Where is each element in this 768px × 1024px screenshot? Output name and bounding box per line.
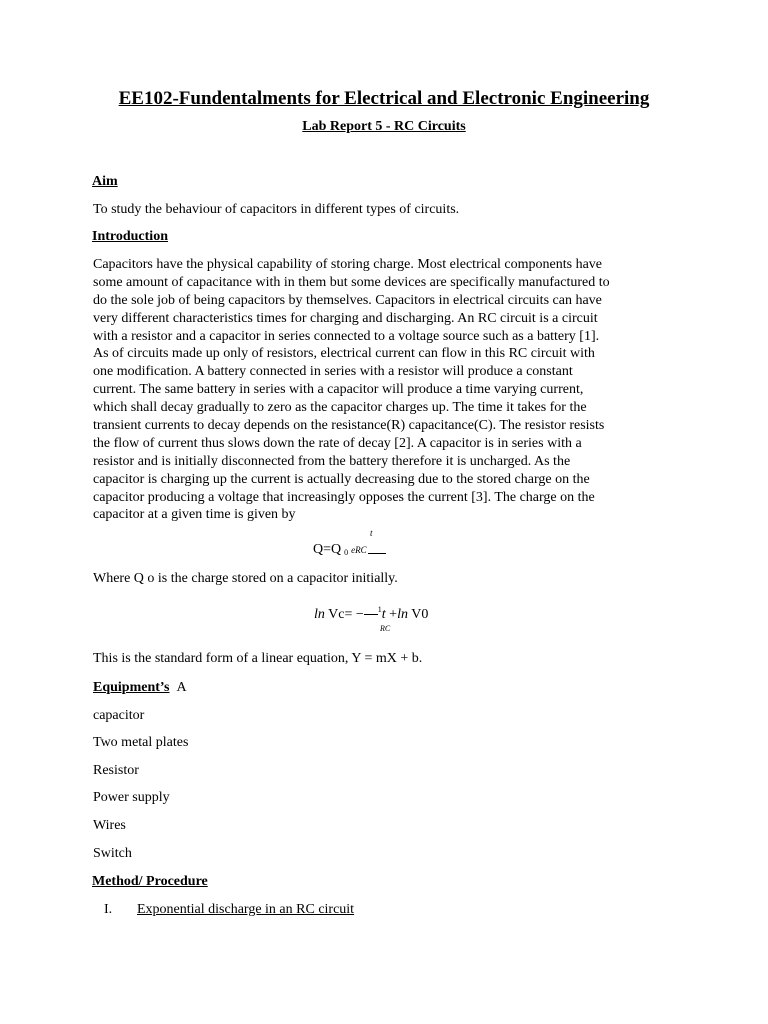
equation-charge [313, 542, 386, 558]
equation-2-t: t [381, 607, 386, 622]
document-subtitle: Lab Report 5 - RC Circuits [302, 119, 466, 134]
equation-2-fraction-line [364, 614, 378, 615]
equipment-item: Wires [93, 818, 126, 833]
paragraph-line: capacitor at a given time is given by [93, 507, 296, 523]
paragraph-line: very different characteristics times for charging and discharging. An RC circuit is a circuit [93, 310, 598, 326]
equipment-heading: Equipment’s [93, 680, 170, 695]
paragraph-line: Capacitors have the physical capability of storing charge. Most electrical components have [93, 257, 603, 272]
after-equation-1-text: Where Q o is the charge stored on a capacitor initially. [93, 571, 398, 586]
equipment-item: Resistor [93, 763, 139, 778]
equation-1-subscript: 0 [344, 548, 349, 557]
document-title: EE102-Fundentalments for Electrical and Electronic Engineering [118, 88, 650, 109]
aim-heading: Aim [92, 174, 118, 189]
paragraph-line: transient currents to decay depends on the resistance(R) capacitance(C). The resistor resists [93, 418, 605, 434]
equipment-item: capacitor [93, 708, 145, 723]
paragraph-line: one modification. A battery connected in series with a resistor will produce a constant [93, 364, 573, 380]
introduction-heading: Introduction [92, 229, 168, 244]
introduction-paragraph [93, 256, 610, 524]
equation-1-lhs: Q=Q [313, 542, 342, 557]
paragraph-line: capacitor is charging up the current is actually decreasing due to the stored charge on the [93, 471, 590, 487]
equation-1-exponent-t: t [370, 528, 373, 538]
method-heading: Method/ Procedure [92, 874, 208, 889]
equipment-heading-row [93, 680, 187, 696]
paragraph-line: current. The same battery in series with a capacitor will produce a time varying current, [93, 382, 584, 398]
equation-1-exponent: eRC [351, 545, 367, 555]
aim-text: To study the behaviour of capacitors in different types of circuits. [93, 202, 460, 217]
equation-2-equals-minus: = − [344, 607, 364, 622]
paragraph-line: the flow of current thus slows down the rate of decay [2]. A capacitor is in series with a [93, 435, 582, 451]
after-equation-2-text: This is the standard form of a linear equation, Y = mX + b. [93, 651, 423, 666]
equation-2-vc: Vc [328, 607, 345, 622]
equation-2-ln: ln [314, 607, 325, 622]
equipment-item: Two metal plates [93, 735, 189, 750]
paragraph-line: As of circuits made up only of resistors, electrical current can flow in this RC circuit with [93, 346, 595, 362]
paragraph-line: do the sole job of being capacitors by themselves. Capacitors in electrical circuits can have [93, 292, 602, 308]
paragraph-line: some amount of capacitance with in them but some devices are specifically manufactured to [93, 274, 610, 290]
equation-2-plus: + [389, 607, 398, 622]
equation-1-fraction-line [368, 553, 386, 554]
equipment-item: Switch [93, 846, 132, 861]
equation-2-denominator: RC [380, 624, 391, 633]
method-item-text: Exponential discharge in an RC circuit [137, 902, 355, 917]
paragraph-line: resistor and is initially disconnected from the battery therefore it is uncharged. As the [93, 453, 571, 469]
equation-log-voltage [314, 605, 428, 623]
equation-2-v0: V0 [411, 607, 429, 622]
equipment-item: Power supply [93, 790, 170, 805]
paragraph-line: which shall decay gradually to zero as the capacitor charges up. The time it takes for the [93, 400, 587, 416]
equipment-first-word: A [176, 680, 187, 695]
equation-2-ln-2: ln [397, 607, 408, 622]
equation-2-numerator: 1 [377, 605, 382, 614]
paragraph-line: with a resistor and a capacitor in series connected to a voltage source such as a battery [1]. [93, 328, 600, 344]
paragraph-line: capacitor producing a voltage that increasingly opposes the current [3]. The charge on the [93, 489, 595, 505]
method-item-numeral: I. [104, 902, 113, 917]
